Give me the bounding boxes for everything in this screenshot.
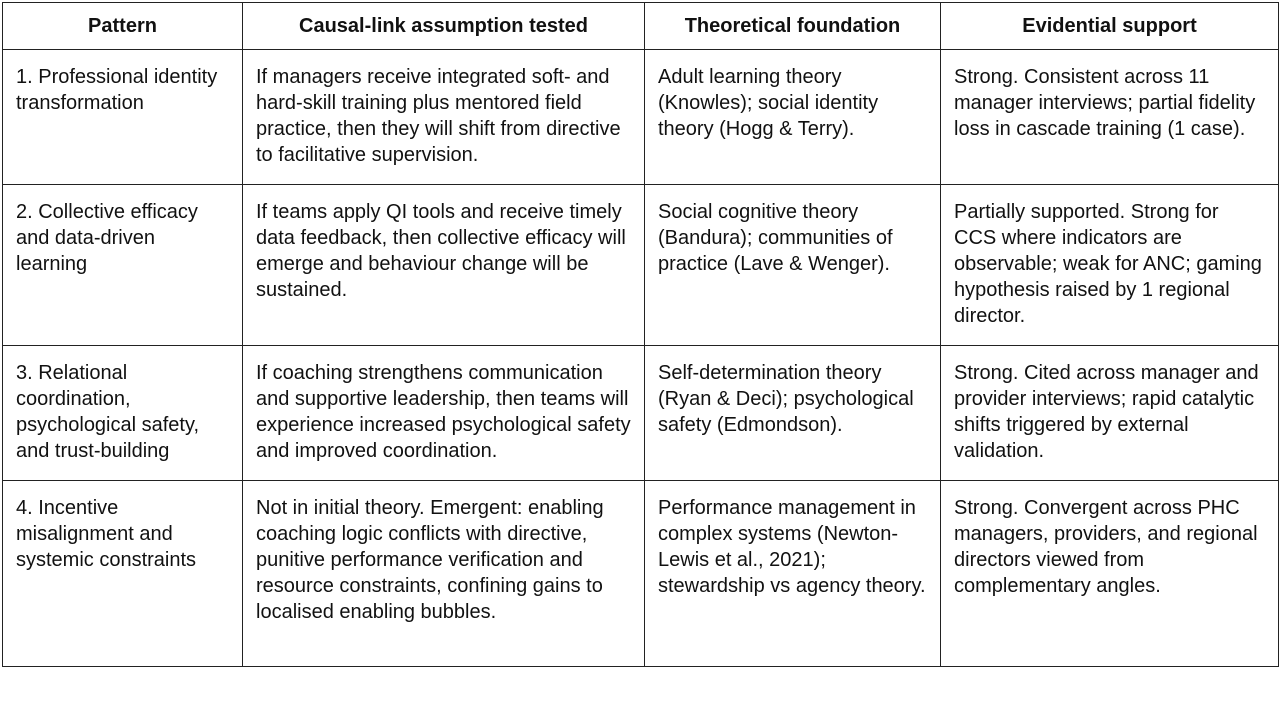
header-row xyxy=(3,3,1279,50)
cell-support: Strong. Convergent across PHC managers, providers, and regional directors viewed from complementary angles. xyxy=(941,481,1279,667)
table-container xyxy=(2,2,1279,667)
table-row xyxy=(3,185,1279,346)
cell-foundation: Performance management in complex systems (Newton-Lewis et al., 2021); stewardship vs agency theory. xyxy=(645,481,941,667)
cell-pattern: 3. Relational coordination, psychological safety, and trust-building xyxy=(3,346,243,481)
cell-pattern: 1. Professional identity transformation xyxy=(3,50,243,185)
cell-foundation: Adult learning theory (Knowles); social identity theory (Hogg & Terry). xyxy=(645,50,941,185)
cell-support: Strong. Cited across manager and provider interviews; rapid catalytic shifts triggered by external validation. xyxy=(941,346,1279,481)
cell-foundation: Social cognitive theory (Bandura); communities of practice (Lave & Wenger). xyxy=(645,185,941,346)
header-theoretical-foundation: Theoretical foundation xyxy=(645,3,941,50)
cell-assumption: If managers receive integrated soft- and hard-skill training plus mentored field practice, then they will shift from directive to facilitative supervision. xyxy=(243,50,645,185)
evidence-table xyxy=(2,2,1279,667)
table-row xyxy=(3,346,1279,481)
table-row xyxy=(3,50,1279,185)
cell-support: Strong. Consistent across 11 manager interviews; partial fidelity loss in cascade training (1 case). xyxy=(941,50,1279,185)
cell-assumption: If teams apply QI tools and receive timely data feedback, then collective efficacy will emerge and behaviour change will be sustained. xyxy=(243,185,645,346)
cell-assumption: If coaching strengthens communication and supportive leadership, then teams will experience increased psychological safety and improved coordination. xyxy=(243,346,645,481)
cell-foundation: Self-determination theory (Ryan & Deci); psychological safety (Edmondson). xyxy=(645,346,941,481)
cell-support: Partially supported. Strong for CCS where indicators are observable; weak for ANC; gaming hypothesis raised by 1 regional director. xyxy=(941,185,1279,346)
cell-pattern: 2. Collective efficacy and data-driven learning xyxy=(3,185,243,346)
header-pattern: Pattern xyxy=(3,3,243,50)
cell-assumption: Not in initial theory. Emergent: enabling coaching logic conflicts with directive, punitive performance verification and resource constraints, confining gains to localised enabling bubbles. xyxy=(243,481,645,667)
cell-pattern: 4. Incentive misalignment and systemic constraints xyxy=(3,481,243,667)
table-row xyxy=(3,481,1279,667)
header-evidential-support: Evidential support xyxy=(941,3,1279,50)
header-causal-link-assumption: Causal-link assumption tested xyxy=(243,3,645,50)
